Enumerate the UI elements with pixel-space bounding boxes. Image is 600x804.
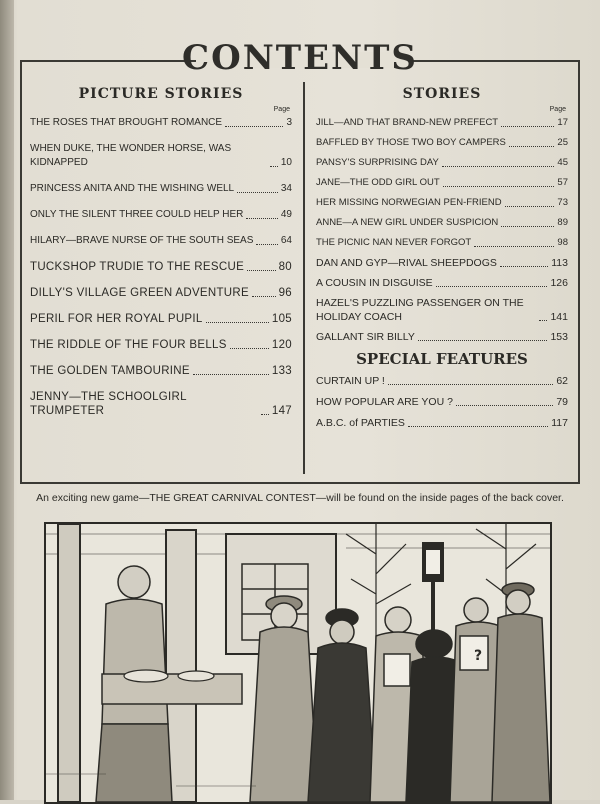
entry-page: 49 <box>280 209 292 220</box>
entry-page: 113 <box>551 257 568 269</box>
entry-page: 62 <box>556 375 568 387</box>
entry-title: THE GOLDEN TAMBOURINE <box>30 365 190 377</box>
entry-page: 45 <box>557 157 568 168</box>
entry-title: DILLY'S VILLAGE GREEN ADVENTURE <box>30 287 249 299</box>
entry-page: 89 <box>557 217 568 228</box>
stories-heading: STORIES <box>402 86 482 102</box>
entry-title: THE ROSES THAT BROUGHT ROMANCE <box>30 117 223 128</box>
songsheet-question-mark: ? <box>474 648 483 664</box>
entry-page: 3 <box>286 117 292 128</box>
story-entry[interactable] <box>316 276 568 290</box>
picture-story-entry[interactable] <box>30 390 292 418</box>
entry-title: DAN AND GYP—RIVAL SHEEPDOGS <box>316 257 497 269</box>
picture-stories-heading: PICTURE STORIES <box>78 86 244 102</box>
entry-title: JILL—AND THAT BRAND-NEW PREFECT <box>316 117 499 128</box>
entry-title: TUCKSHOP TRUDIE TO THE RESCUE <box>30 261 245 273</box>
entry-title: GALLANT SIR BILLY <box>316 331 415 343</box>
story-entry[interactable] <box>316 236 568 250</box>
entry-page: 57 <box>557 177 568 188</box>
picture-story-entry[interactable] <box>30 260 292 274</box>
picture-story-entry[interactable] <box>30 234 292 248</box>
entry-page: 98 <box>557 237 568 248</box>
entry-page: 25 <box>557 137 568 148</box>
entry-page: 141 <box>550 311 568 323</box>
picture-story-entry[interactable] <box>30 338 292 352</box>
entry-page: 80 <box>278 261 292 273</box>
entry-page: 153 <box>550 331 568 343</box>
entry-title: A COUSIN IN DISGUISE <box>316 277 433 289</box>
entry-title: PRINCESS ANITA AND THE WISHING WELL <box>30 183 235 194</box>
entry-title: THE RIDDLE OF THE FOUR BELLS <box>30 339 227 351</box>
entry-title: BAFFLED BY THOSE TWO BOY CAMPERS <box>316 137 506 148</box>
picture-stories-column <box>30 86 292 430</box>
feature-entry[interactable] <box>316 416 568 430</box>
entry-page: 96 <box>278 287 292 299</box>
entry-title: PERIL FOR HER ROYAL PUPIL <box>30 313 203 325</box>
entry-page: 64 <box>280 235 292 246</box>
entry-title: HILARY—BRAVE NURSE OF THE SOUTH SEAS <box>30 235 254 246</box>
entry-page: 126 <box>550 277 568 289</box>
page-label: Page <box>549 106 566 113</box>
entry-title: ANNE—A NEW GIRL UNDER SUSPICION <box>316 217 499 228</box>
story-entry[interactable] <box>316 156 568 170</box>
story-entry[interactable] <box>316 176 568 190</box>
entry-page: 79 <box>556 396 568 408</box>
picture-story-entry[interactable] <box>30 116 292 130</box>
story-entry[interactable] <box>316 330 568 344</box>
feature-entry[interactable] <box>316 395 568 409</box>
entry-page: 73 <box>557 197 568 208</box>
entry-title: JENNY—THE SCHOOLGIRL TRUMPETER <box>30 391 187 417</box>
page-label: Page <box>273 106 290 113</box>
carnival-contest-note: An exciting new game—THE GREAT CARNIVAL CONTEST—will be found on the inside pages of the back cover. <box>36 492 564 504</box>
story-entry[interactable] <box>316 136 568 150</box>
story-entry[interactable] <box>316 216 568 230</box>
story-entry[interactable] <box>316 296 568 324</box>
picture-story-entry[interactable] <box>30 312 292 326</box>
entry-title: JANE—THE ODD GIRL OUT <box>316 177 440 188</box>
stories-column <box>316 86 568 437</box>
entry-title: A.B.C. of PARTIES <box>316 417 405 429</box>
picture-story-entry[interactable] <box>30 182 292 196</box>
entry-page: 120 <box>271 339 292 351</box>
picture-story-entry[interactable] <box>30 364 292 378</box>
page-title: CONTENTS <box>182 38 418 78</box>
entry-page: 117 <box>551 417 568 429</box>
story-entry[interactable] <box>316 196 568 210</box>
feature-entry[interactable] <box>316 374 568 388</box>
carol-singers-illustration <box>44 522 552 804</box>
entry-page: 133 <box>271 365 292 377</box>
illustration-drawing <box>46 524 550 802</box>
entry-title: HAZEL'S PUZZLING PASSENGER ON THE HOLIDAY COACH <box>316 297 524 323</box>
picture-story-entry[interactable] <box>30 208 292 222</box>
picture-story-entry[interactable] <box>30 286 292 300</box>
entry-page: 34 <box>280 183 292 194</box>
entry-title: HOW POPULAR ARE YOU ? <box>316 396 453 408</box>
entry-page: 105 <box>271 313 292 325</box>
entry-title: CURTAIN UP ! <box>316 375 385 387</box>
story-entry[interactable] <box>316 116 568 130</box>
column-divider <box>303 82 305 474</box>
entry-page: 147 <box>271 405 292 417</box>
page-edge <box>0 0 14 800</box>
entry-title: WHEN DUKE, THE WONDER HORSE, WAS KIDNAPPED <box>30 143 232 168</box>
entry-page: 10 <box>280 157 292 168</box>
entry-title: ONLY THE SILENT THREE COULD HELP HER <box>30 209 244 220</box>
picture-story-entry[interactable] <box>30 142 292 170</box>
entry-title: PANSY'S SURPRISING DAY <box>316 157 439 168</box>
story-entry[interactable] <box>316 256 568 270</box>
entry-title: THE PICNIC NAN NEVER FORGOT <box>316 237 472 248</box>
entry-title: HER MISSING NORWEGIAN PEN-FRIEND <box>316 197 502 208</box>
entry-page: 17 <box>557 117 568 128</box>
special-features-heading: SPECIAL FEATURES <box>356 350 528 368</box>
